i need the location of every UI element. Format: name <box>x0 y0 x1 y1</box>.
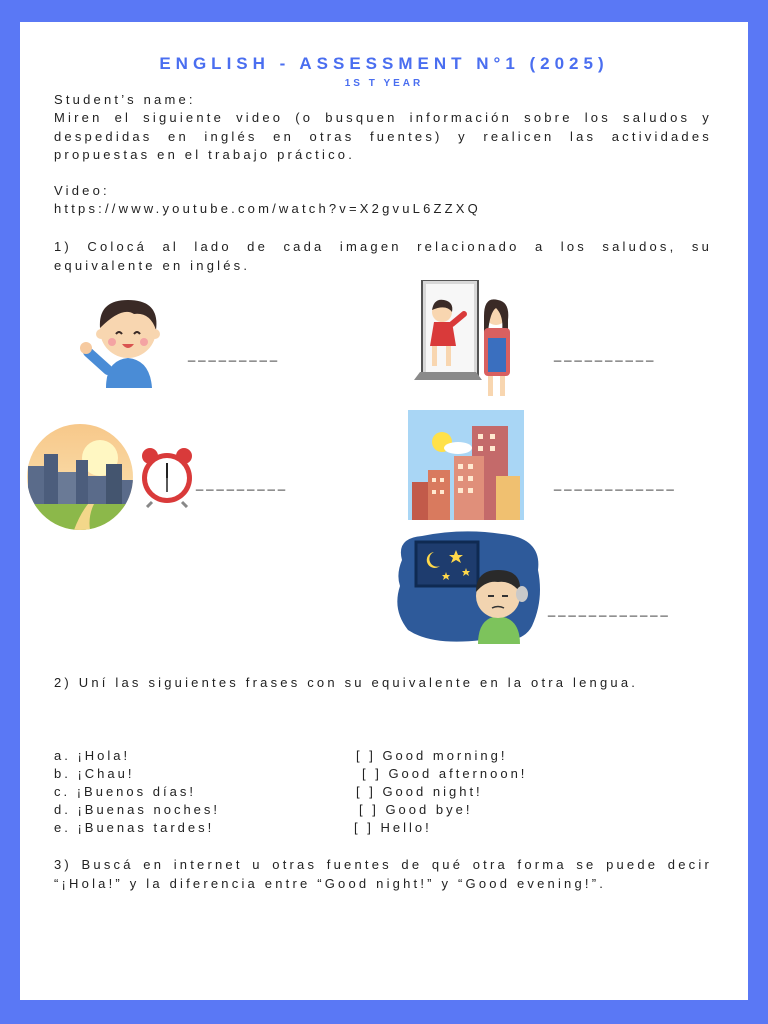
phrase-right-1[interactable]: [ ] Good morning! <box>356 748 508 763</box>
phrase-left-c: c. ¡Buenos días! <box>54 784 196 799</box>
blank-4[interactable]: ____________ <box>554 476 677 491</box>
sunrise-city-image <box>24 424 136 530</box>
phrase-left-d: d. ¡Buenas noches! <box>54 802 221 817</box>
phrase-left-a: a. ¡Hola! <box>54 748 131 763</box>
girl-leaving-home-image <box>412 280 524 400</box>
blank-5[interactable]: ____________ <box>548 602 671 617</box>
phrase-left-e: e. ¡Buenas tardes! <box>54 820 215 835</box>
alarm-clock-icon <box>138 446 196 508</box>
page-subtitle: 1S T YEAR <box>344 78 424 89</box>
activity1-prompt: 1) Colocá al lado de cada imagen relacionado a los saludos, su equivalente en inglés. <box>54 239 712 273</box>
video-label: Video: <box>54 183 110 198</box>
phrase-right-5[interactable]: [ ] Hello! <box>354 820 432 835</box>
activity3-prompt: 3) Buscá en internet u otras fuentes de qué otra forma se puede decir “¡Hola!” y la diferencia entre “Good night!” y “Good evening!”. <box>54 857 712 891</box>
boy-waving-image <box>78 290 168 390</box>
blank-3[interactable]: _________ <box>196 476 289 491</box>
instruction-text: Miren el siguiente video (o busquen información sobre los saludos y despedidas en inglés en otras fuentes) y realicen las actividades propuestas en el trabajo práctico. <box>54 110 712 162</box>
phrase-right-4[interactable]: [ ] Good bye! <box>359 802 473 817</box>
video-url[interactable]: https://www.youtube.com/watch?v=X2gvuL6ZZXQ <box>54 201 481 216</box>
worksheet-page <box>20 22 748 1000</box>
activity2-prompt: 2) Uní las siguientes frases con su equivalente en la otra lengua. <box>54 675 639 690</box>
city-daytime-image <box>408 410 524 520</box>
phrase-right-3[interactable]: [ ] Good night! <box>356 784 483 799</box>
phrase-right-2[interactable]: [ ] Good afternoon! <box>362 766 528 781</box>
page-title: ENGLISH - ASSESSMENT N°1 (2025) <box>159 54 609 73</box>
blank-2[interactable]: __________ <box>554 347 657 362</box>
phrase-left-b: b. ¡Chau! <box>54 766 135 781</box>
blank-1[interactable]: _________ <box>188 347 281 362</box>
sleepy-boy-night-image <box>392 530 544 644</box>
student-name-label: Student’s name: <box>54 92 196 107</box>
